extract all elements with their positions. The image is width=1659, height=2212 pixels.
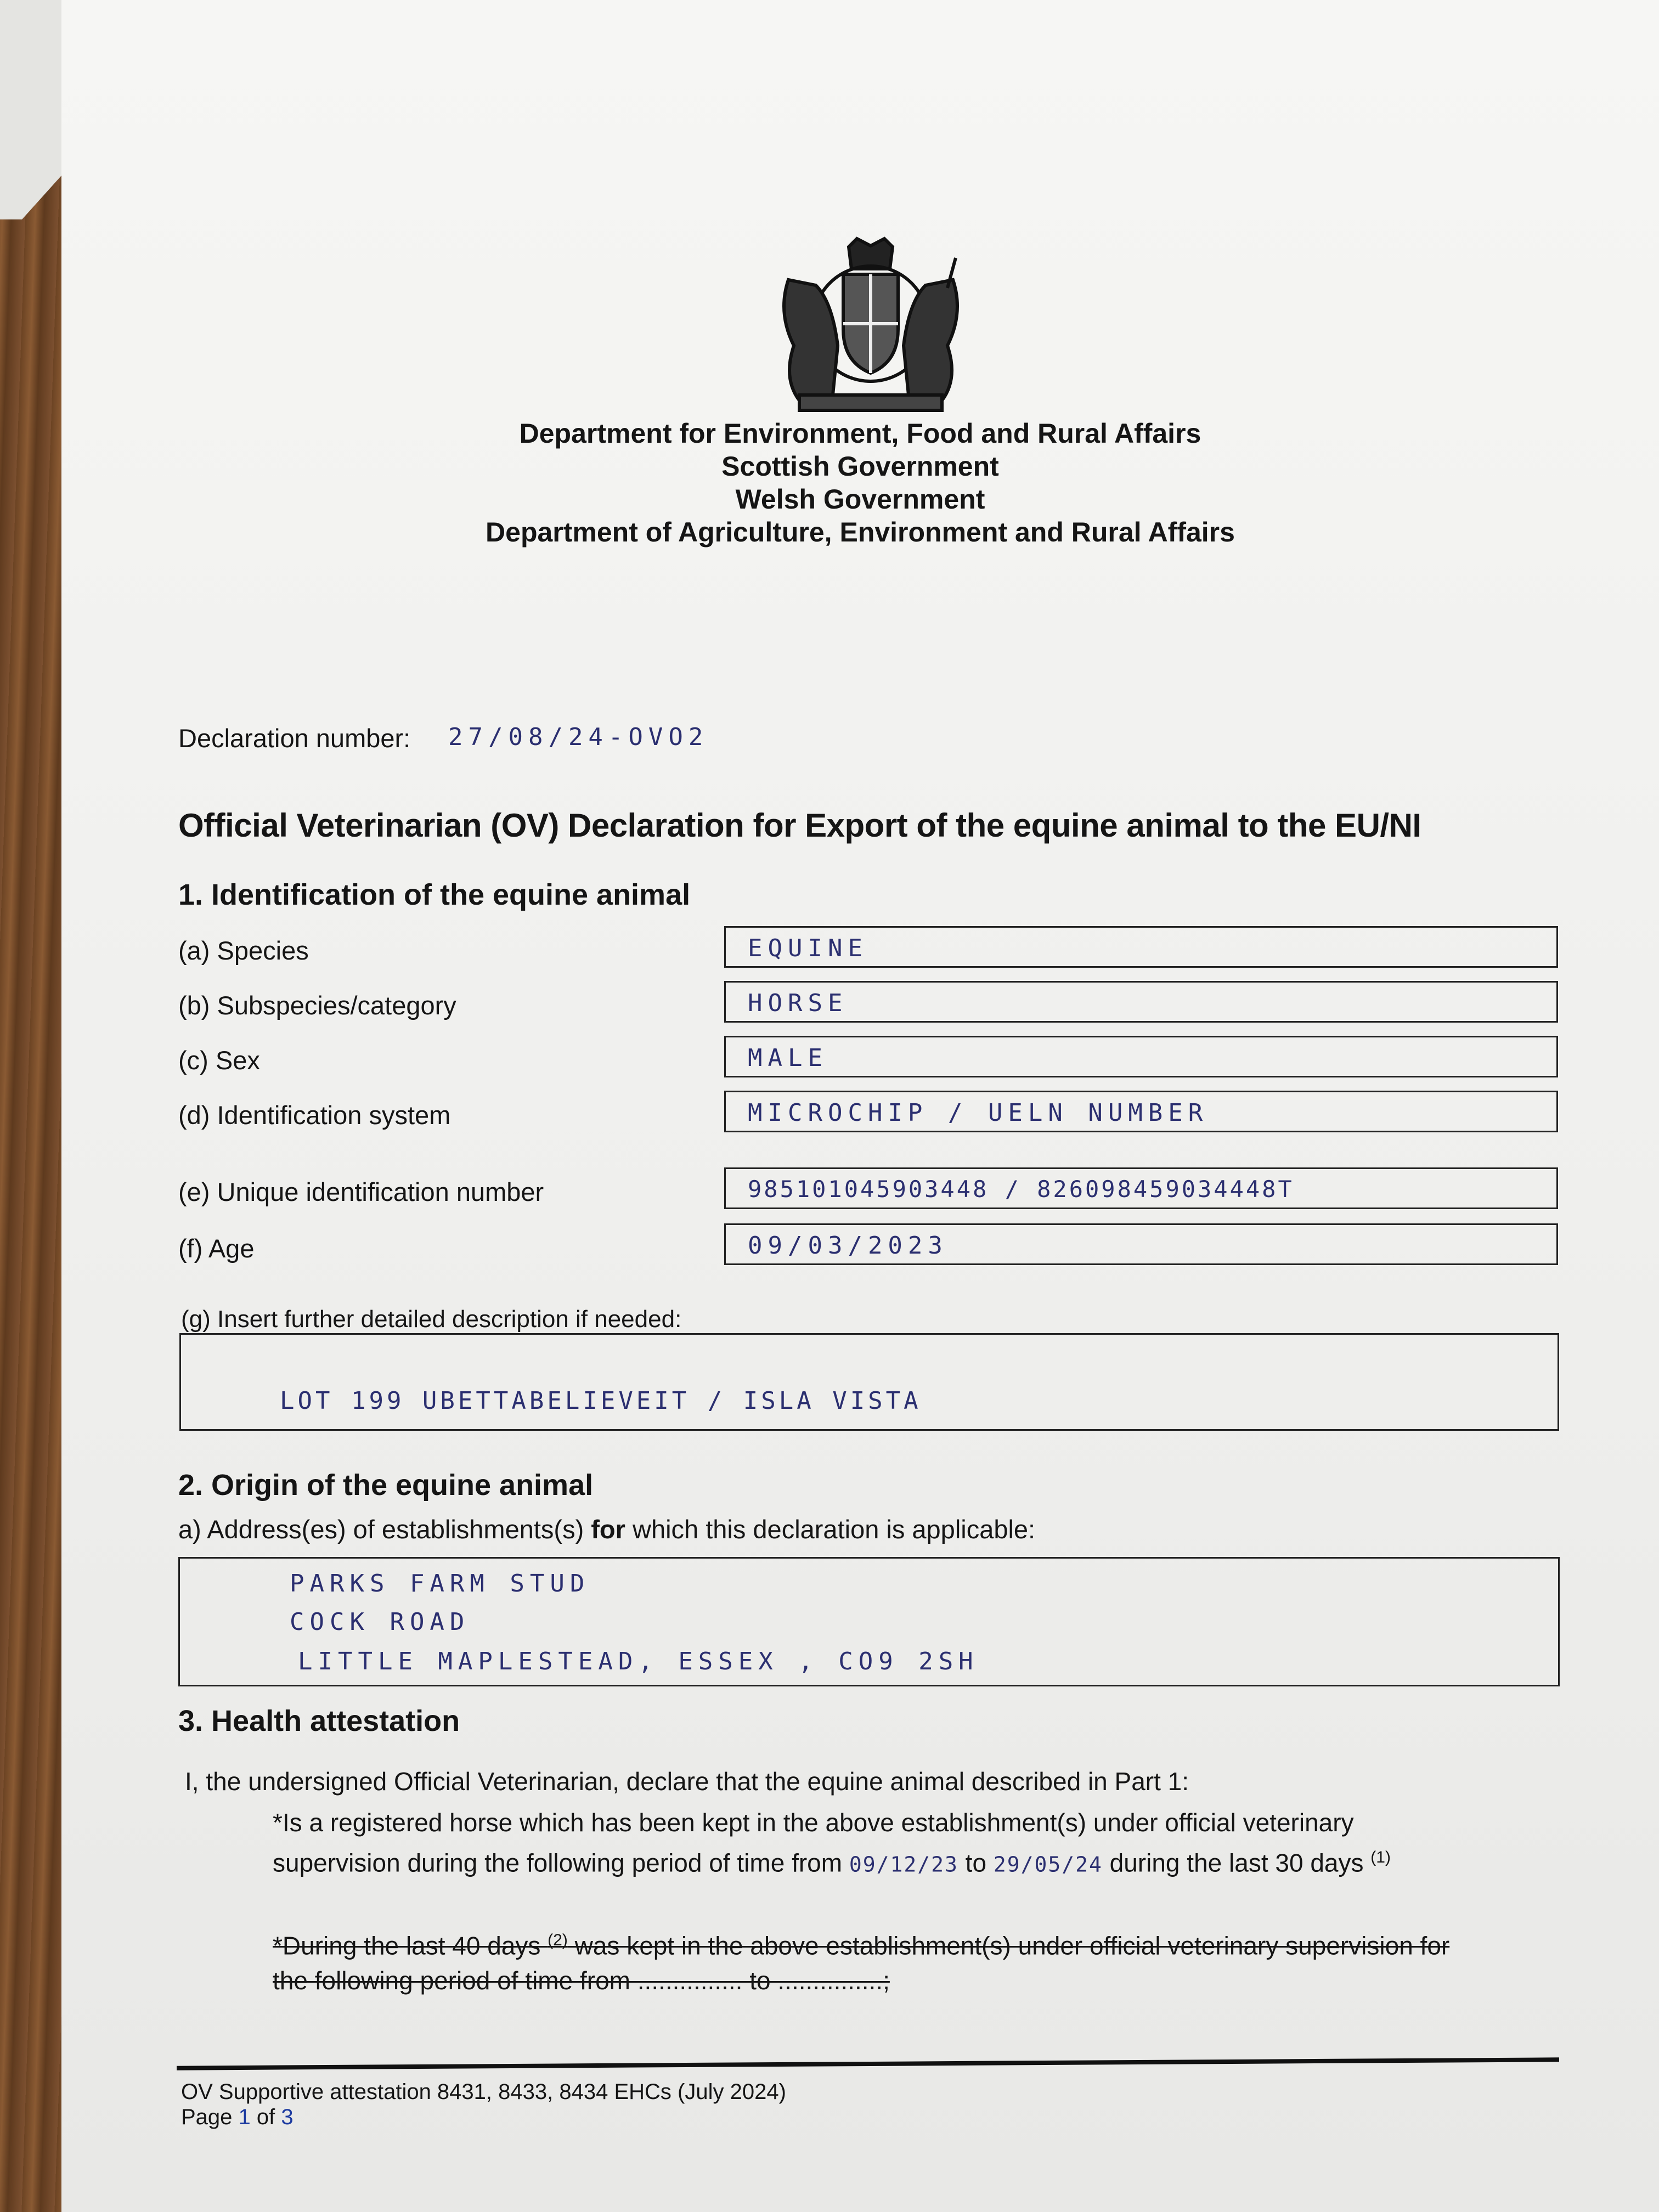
address-line-1: PARKS FARM STUD	[290, 1570, 590, 1598]
document-title: Official Veterinarian (OV) Declaration for Export of the equine animal to the EU/NI	[178, 807, 1421, 844]
sex-value: MALE	[748, 1044, 828, 1072]
description-value: LOT 199 UBETTABELIEVEIT / ISLA VISTA	[280, 1387, 922, 1415]
attestation-point-2-text-end: was kept in the above establishment(s) under official veterinary supervision for	[567, 1931, 1450, 1960]
page-total: 3	[281, 2105, 294, 2129]
description-label: (g) Insert further detailed description if needed:	[181, 1306, 682, 1333]
footer-reference: OV Supportive attestation 8431, 8433, 8434 EHCs (July 2024)	[181, 2080, 786, 2104]
footer-divider	[177, 2057, 1559, 2070]
attestation-point-2-struck	[273, 1923, 1449, 1998]
page-indicator	[181, 2104, 786, 2130]
declaration-number-label: Declaration number:	[178, 724, 411, 753]
attestation-point-1	[273, 1805, 1391, 1882]
attestation-period-end-text: during the last 30 days	[1102, 1848, 1371, 1877]
period-from-value: 09/12/23	[849, 1852, 958, 1877]
attestation-point-2-line-1	[273, 1923, 1449, 1963]
description-field	[179, 1333, 1559, 1431]
department-name-2: Scottish Government	[721, 451, 999, 482]
royal-coat-of-arms-icon	[766, 236, 975, 417]
attestation-point-1-line-2	[273, 1840, 1391, 1882]
footnote-1-marker: (1)	[1370, 1848, 1391, 1866]
address-label-text: a) Address(es) of establishments(s)	[178, 1515, 591, 1544]
identification-system-field	[724, 1091, 1558, 1132]
declaration-number-value: 27/08/24-OVO2	[448, 723, 709, 751]
subspecies-field	[724, 981, 1558, 1023]
address-label-bold: for	[591, 1515, 625, 1544]
document-page	[61, 0, 1659, 2212]
subspecies-label: (b) Subspecies/category	[178, 991, 456, 1020]
unique-id-value: 985101045903448 / 826098459034448T	[748, 1176, 1294, 1203]
attestation-period-text: supervision during the following period of time from	[273, 1848, 849, 1877]
address-label-text-end: which this declaration is applicable:	[625, 1515, 1036, 1544]
age-label: (f) Age	[178, 1234, 255, 1263]
address-label	[178, 1514, 1035, 1544]
section-2-heading: 2. Origin of the equine animal	[178, 1469, 594, 1502]
unique-id-label: (e) Unique identification number	[178, 1177, 544, 1206]
department-name-3: Welsh Government	[735, 484, 985, 515]
sex-label: (c) Sex	[178, 1046, 260, 1075]
age-field	[724, 1223, 1558, 1265]
attestation-point-1-line-1: *Is a registered horse which has been kept in the above establishment(s) under official veterinary	[273, 1808, 1354, 1837]
subspecies-value: HORSE	[748, 989, 848, 1017]
page-word: Page	[181, 2105, 239, 2129]
address-line-3: LITTLE MAPLESTEAD, ESSEX , CO9 2SH	[298, 1647, 979, 1675]
page-current: 1	[238, 2105, 251, 2129]
species-label: (a) Species	[178, 936, 309, 965]
attestation-period-to-text: to	[958, 1848, 994, 1877]
section-3-heading: 3. Health attestation	[178, 1705, 460, 1737]
section-1-heading: 1. Identification of the equine animal	[178, 878, 691, 911]
footnote-2-marker: (2)	[548, 1931, 568, 1949]
department-name-1: Department for Environment, Food and Rural Affairs	[519, 418, 1201, 449]
period-to-value: 29/05/24	[993, 1852, 1103, 1877]
department-name-4: Department of Agriculture, Environment and Rural Affairs	[486, 517, 1235, 548]
sex-field	[724, 1036, 1558, 1077]
attestation-point-2-text: *During the last 40 days	[273, 1931, 548, 1960]
address-line-2: COCK ROAD	[290, 1608, 470, 1636]
species-field	[724, 926, 1558, 968]
unique-id-field	[724, 1167, 1558, 1209]
footer	[181, 2079, 786, 2130]
age-value: 09/03/2023	[748, 1232, 948, 1260]
identification-system-label: (d) Identification system	[178, 1101, 451, 1130]
address-field	[178, 1557, 1560, 1686]
attestation-intro: I, the undersigned Official Veterinarian, declare that the equine animal described in Part 1:	[185, 1767, 1189, 1796]
page-of-word: of	[250, 2105, 281, 2129]
identification-system-value: MICROCHIP / UELN NUMBER	[748, 1099, 1209, 1127]
species-value: EQUINE	[748, 934, 868, 962]
attestation-point-2-line-2: the following period of time from ............... to ...............;	[273, 1966, 890, 1995]
